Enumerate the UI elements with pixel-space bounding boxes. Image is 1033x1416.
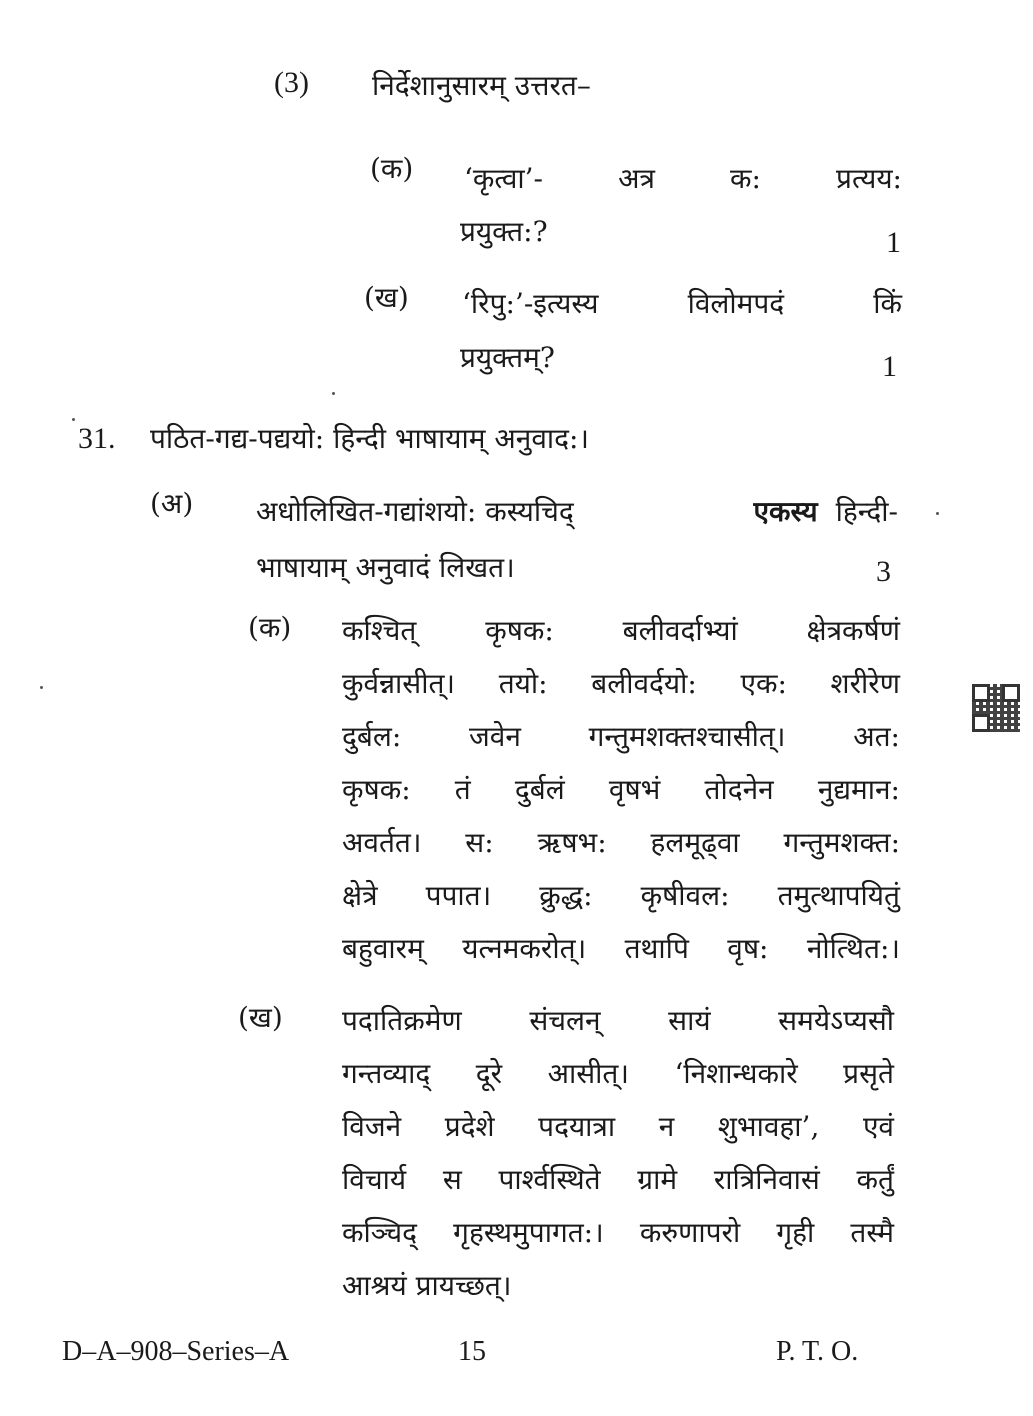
- page-number: 15: [458, 1336, 486, 1367]
- passage-kha-line: कञ्चिद् गृहस्थमुपागत:। करुणापरो गृही तस्मै: [342, 1216, 894, 1249]
- question-ka-line1: ‘कृत्वा’- अत्र क: प्रत्यय:: [464, 162, 902, 195]
- question-ka-line2: प्रयुक्त:?: [460, 215, 548, 248]
- passage-label-kha: (ख): [238, 1001, 283, 1034]
- passage-ka-line: अवर्तत। स: ऋषभ: हलमूढ्वा गन्तुमशक्त:: [342, 826, 900, 859]
- question-kha-line2: प्रयुक्तम्?: [460, 341, 555, 374]
- section-a-emphasis: एकस्य: [753, 495, 818, 528]
- scan-speck: [40, 686, 43, 689]
- question-title: पठित-गद्य-पद्ययो: हिन्दी भाषायाम् अनुवाद:।: [150, 422, 590, 455]
- passage-ka-line: कृषक: तं दुर्बलं वृषभं तोदनेन नुद्यमान:: [342, 773, 900, 806]
- passage-kha: [342, 994, 894, 1312]
- qr-code-icon: [972, 684, 1020, 732]
- option-label-ka: (क): [370, 152, 414, 185]
- question-number: 31.: [78, 422, 116, 455]
- pto-text: P. T. O.: [776, 1336, 859, 1367]
- instruction-text: निर्देशानुसारम् उत्तरत–: [372, 69, 591, 102]
- passage-kha-line: विजने प्रदेशे पदयात्रा न शुभावहा’, एवं: [342, 1110, 894, 1143]
- passage-label-ka: (क): [248, 611, 292, 644]
- marks-ka: 1: [886, 226, 901, 259]
- passage-ka: [342, 604, 900, 975]
- footer-code: D–A–908–Series–A: [62, 1336, 290, 1367]
- subquestion-number: (3): [274, 66, 309, 99]
- passage-ka-line: क्षेत्रे पपात। क्रुद्ध: कृषीवल: तमुत्थापयितुं: [342, 879, 900, 912]
- section-a-line1-post: हिन्दी-: [835, 495, 898, 528]
- passage-ka-line: दुर्बल: जवेन गन्तुमशक्तश्चासीत्। अत:: [342, 720, 900, 753]
- section-a-line1: [256, 495, 898, 528]
- marks-kha: 1: [882, 350, 897, 383]
- passage-ka-line: कश्चित् कृषक: बलीवर्दाभ्यां क्षेत्रकर्षणं: [342, 614, 900, 647]
- scan-speck: [72, 418, 75, 421]
- scan-speck: [332, 392, 335, 395]
- marks-section-a: 3: [876, 555, 891, 588]
- section-a-line2: भाषायाम् अनुवादं लिखत।: [256, 551, 515, 584]
- option-label-kha: (ख): [364, 281, 409, 314]
- section-a-line1-pre: अधोलिखित-गद्यांशयो: कस्यचिद्: [256, 495, 574, 528]
- passage-ka-line: बहुवारम् यत्नमकरोत्। तथापि वृष: नोत्थित:।: [342, 932, 900, 965]
- passage-kha-line: विचार्य स पार्श्वस्थिते ग्रामे रात्रिनिवासं कर्तुं: [342, 1163, 894, 1196]
- scan-speck: [936, 512, 939, 515]
- passage-ka-line: कुर्वन्नासीत्। तयो: बलीवर्दयो: एक: शरीरेण: [342, 667, 900, 700]
- passage-kha-line: पदातिक्रमेण संचलन् सायं समयेऽप्यसौ: [342, 1004, 894, 1037]
- passage-kha-line: गन्तव्याद् दूरे आसीत्। ‘निशान्धकारे प्रसृते: [342, 1057, 894, 1090]
- question-kha-line1: ‘रिपु:’-इत्यस्य विलोमपदं किं: [462, 287, 902, 320]
- passage-kha-line: आश्रयं प्रायच्छत्।: [342, 1269, 512, 1302]
- section-label-a: (अ): [150, 487, 194, 520]
